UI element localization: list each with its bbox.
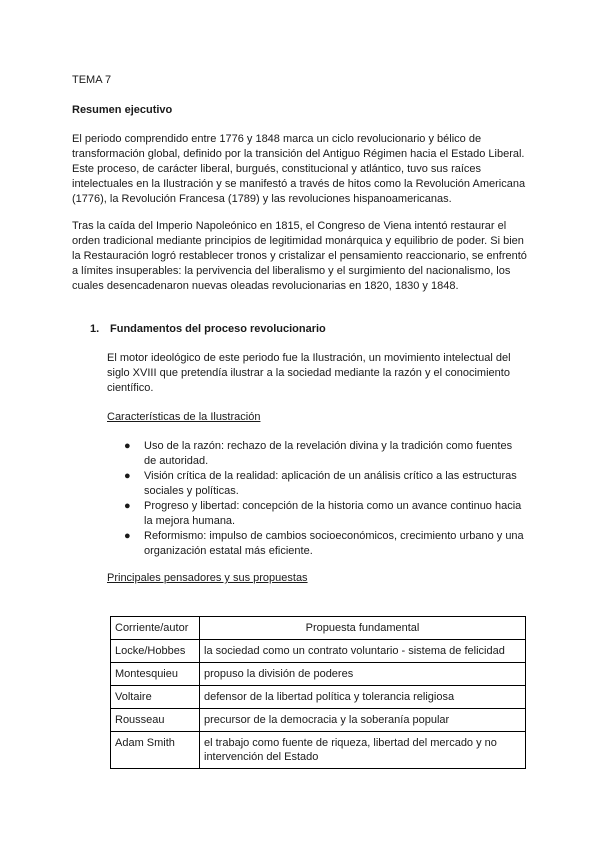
author-cell: Rousseau <box>111 709 200 732</box>
enlightenment-characteristics-subheading: Características de la Ilustración <box>107 411 261 423</box>
thinkers-table <box>110 616 526 769</box>
section-1-intro: El motor ideológico de este periodo fue la Ilustración, un movimiento intelectual del siglo XVIII que pretendía ilustrar a la sociedad mediante la razón y el conocimiento científico. <box>107 352 511 394</box>
section-1-heading <box>90 322 326 337</box>
list-item-text: Visión crítica de la realidad: aplicación de un análisis crítico a las estructuras sociales y políticas. <box>144 470 517 497</box>
table-header-row <box>111 617 526 640</box>
table-row <box>111 732 526 769</box>
bullet-icon: ● <box>124 500 131 512</box>
proposal-cell: propuso la división de poderes <box>200 663 526 686</box>
section-number: 1. <box>90 323 100 335</box>
bullet-icon: ● <box>124 440 131 452</box>
list-item <box>107 529 527 559</box>
list-item-text: Reformismo: impulso de cambios socioeconómicos, crecimiento urbano y una organización estatal más eficiente. <box>144 530 524 557</box>
proposal-cell: la sociedad como un contrato voluntario - sistema de felicidad <box>200 640 526 663</box>
proposal-cell: el trabajo como fuente de riqueza, libertad del mercado y no intervención del Estado <box>200 732 526 769</box>
bullet-icon: ● <box>124 470 131 482</box>
author-cell: Montesquieu <box>111 663 200 686</box>
table-row <box>111 663 526 686</box>
executive-summary-heading: Resumen ejecutivo <box>72 104 173 116</box>
table-row <box>111 709 526 732</box>
table-row <box>111 640 526 663</box>
proposal-cell: precursor de la democracia y la soberanía popular <box>200 709 526 732</box>
section-title: Fundamentos del proceso revolucionario <box>110 323 326 335</box>
list-item-text: Progreso y libertad: concepción de la historia como un avance continuo hacia la mejora humana. <box>144 500 522 527</box>
list-item <box>107 439 527 469</box>
proposal-cell: defensor de la libertad política y tolerancia religiosa <box>200 686 526 709</box>
column-header-author: Corriente/autor <box>111 617 200 640</box>
characteristics-list <box>107 439 527 559</box>
list-item <box>107 469 527 499</box>
bullet-icon: ● <box>124 530 131 542</box>
table-row <box>111 686 526 709</box>
author-cell: Voltaire <box>111 686 200 709</box>
summary-paragraph-1: El periodo comprendido entre 1776 y 1848 marca un ciclo revolucionario y bélico de transformación global, definido por la transición del Antiguo Régimen hacia el Estado Liberal. Este proceso, de carácter liberal, burgués, constitucional y atlántico, tuvo sus raíces intelectuales en la Ilustración y se manifestó a través de hitos como la Revolución Americana (1776), la Revolución Francesa (1789) y las revoluciones hispanoamericanas. <box>72 133 526 205</box>
thinkers-subheading: Principales pensadores y sus propuestas <box>107 572 308 584</box>
author-cell: Adam Smith <box>111 732 200 769</box>
summary-paragraph-2: Tras la caída del Imperio Napoleónico en 1815, el Congreso de Viena intentó restaurar el orden tradicional mediante principios de legitimidad monárquica y equilibrio de poder. Si bien la Restauración logró restablecer tronos y cristalizar el pensamiento reaccionario, se enfrentó a límites insuperables: la pervivencia del liberalismo y el surgimiento del nacionalismo, los cuales desencadenaron nuevas oleadas revolucionarias en 1820, 1830 y 1848. <box>72 220 527 292</box>
author-cell: Locke/Hobbes <box>111 640 200 663</box>
column-header-proposal: Propuesta fundamental <box>200 617 526 640</box>
list-item-text: Uso de la razón: rechazo de la revelación divina y la tradición como fuentes de autoridad. <box>144 440 513 467</box>
list-item <box>107 499 527 529</box>
topic-label: TEMA 7 <box>72 74 112 86</box>
